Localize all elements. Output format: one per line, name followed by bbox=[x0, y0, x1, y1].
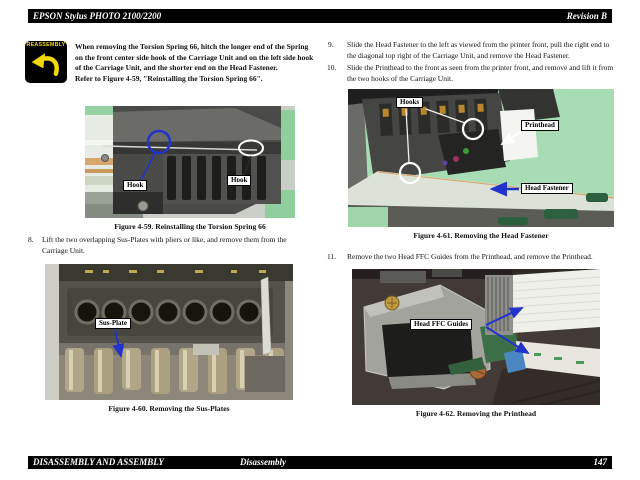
ffc-cable-upper bbox=[513, 269, 600, 333]
figure-4-62-art bbox=[352, 269, 600, 405]
white-card bbox=[500, 109, 538, 161]
printhead-part bbox=[438, 129, 506, 175]
page-footer-bar bbox=[28, 456, 612, 469]
screw bbox=[102, 155, 109, 162]
step-11-text: Remove the two Head FFC Guides from the Printhead, and remove the Printhead. bbox=[347, 252, 593, 261]
footer-section: DISASSEMBLY AND ASSEMBLY bbox=[33, 457, 164, 467]
step-8-number: 8. bbox=[28, 235, 34, 244]
label-sticker bbox=[193, 344, 219, 355]
figure-4-62-photo bbox=[352, 269, 600, 405]
figure-4-60-art bbox=[45, 264, 293, 400]
blue-guide-part bbox=[504, 349, 526, 373]
figure-label-head-ffc-guides: Head FFC Guides bbox=[410, 319, 472, 330]
figure-4-62 bbox=[352, 269, 600, 418]
step-10-text: Slide the Printhead to the front as seen from the printer front, and remove and lift it from the two hooks of the Carriage Unit. bbox=[347, 63, 614, 83]
figure-4-60-photo bbox=[45, 264, 293, 400]
step-9-number: 9. bbox=[328, 40, 334, 49]
figure-label-hook-right: Hook bbox=[227, 175, 251, 186]
figure-label-printhead: Printhead bbox=[521, 120, 559, 131]
footer-page-number: 147 bbox=[593, 457, 607, 467]
figure-label-hooks: Hooks bbox=[396, 97, 423, 108]
reassembly-badge-label: REASSEMBLY bbox=[26, 42, 66, 48]
figure-label-hook-left: Hook bbox=[123, 180, 147, 191]
figure-4-60-caption: Figure 4-60. Removing the Sus-Plates bbox=[108, 404, 230, 413]
reassembly-note-refer: Refer to Figure 4-59, "Reinstalling the Torsion Spring 66". bbox=[75, 73, 263, 83]
step-8-text: Lift the two overlapping Sus-Plates with pliers or like, and remove them from the Carriage Unit. bbox=[42, 235, 287, 255]
step-9-text: Slide the Head Fastener to the left as viewed from the printer front, pull the right end to the diagonal top right of the Carriage Unit, and remove the Head Fastener. bbox=[347, 40, 610, 60]
bolt bbox=[138, 201, 148, 211]
figure-4-61-art bbox=[348, 89, 614, 227]
figure-label-sus-plate: Sus-Plate bbox=[95, 318, 131, 329]
header-revision: Revision B bbox=[566, 11, 607, 21]
figure-4-59-art bbox=[85, 106, 295, 218]
step-9 bbox=[328, 39, 615, 61]
step-11-number: 11. bbox=[327, 252, 337, 261]
reassembly-arrow-icon bbox=[28, 50, 64, 76]
figure-4-61 bbox=[348, 89, 614, 240]
step-8 bbox=[28, 234, 309, 256]
footer-chapter: Disassembly bbox=[240, 457, 286, 467]
ffc-connector bbox=[485, 275, 513, 335]
figure-4-61-caption: Figure 4-61. Removing the Head Fastener bbox=[413, 231, 549, 240]
step-10 bbox=[327, 62, 615, 84]
reassembly-note bbox=[75, 42, 315, 84]
figure-4-61-photo bbox=[348, 89, 614, 227]
figure-4-59-photo bbox=[85, 106, 295, 218]
figure-4-59-caption: Figure 4-59. Reinstalling the Torsion Spring 66 bbox=[114, 222, 266, 231]
figure-4-62-caption: Figure 4-62. Removing the Printhead bbox=[415, 409, 537, 418]
reassembly-badge bbox=[25, 41, 67, 83]
reassembly-note-body: When removing the Torsion Spring 66, hitch the longer end of the Spring on the front center side hook of the Carriage Unit and on the left side hook of the Carriage Unit, and the shorter end on the Head Fastener. bbox=[75, 42, 314, 73]
figure-label-head-fastener: Head Fastener bbox=[521, 183, 573, 194]
figure-4-59 bbox=[85, 106, 295, 231]
step-10-number: 10. bbox=[327, 63, 337, 72]
header-title: EPSON Stylus PHOTO 2100/2200 bbox=[33, 11, 162, 21]
figure-4-60 bbox=[45, 264, 293, 413]
step-11 bbox=[327, 251, 615, 262]
page-header-bar bbox=[28, 9, 612, 23]
